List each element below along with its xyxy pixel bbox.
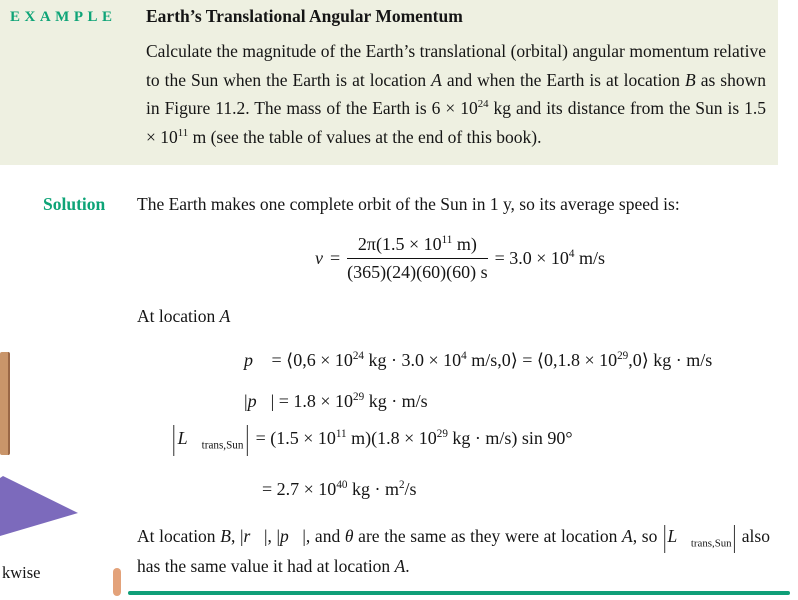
text-run: kg · m — [347, 479, 399, 499]
text-run: ,0⟩ kg · m/s — [628, 350, 713, 370]
var-L-vec: L⃗ — [177, 428, 202, 448]
figure-wood-bar-fragment — [0, 352, 10, 455]
text-run: |, and — [302, 526, 345, 546]
fraction-denominator: (365)(24)(60)(60) s — [347, 261, 488, 282]
at-location-a-heading — [137, 306, 230, 327]
exponent: 40 — [336, 479, 348, 491]
exponent: 4 — [461, 350, 467, 362]
var-r-vec: r⃗ — [243, 526, 264, 546]
fraction-numerator — [347, 234, 487, 259]
text-run: m)(1.8 × 10 — [346, 428, 437, 448]
exponent: 11 — [177, 126, 189, 139]
text-run: and when the Earth is at location — [441, 69, 686, 90]
text-run: | = 1.8 × 10 — [270, 391, 354, 411]
figure-purple-arrowhead-fragment — [0, 474, 82, 540]
var-A: A — [431, 69, 442, 90]
subscript-trans-sun: trans,Sun — [201, 439, 244, 452]
equation-average-speed — [180, 226, 740, 290]
exponent: 29 — [353, 391, 365, 403]
closing-paragraph — [137, 518, 770, 581]
text-run: m/s,0⟩ = ⟨0,1.8 × 10 — [466, 350, 618, 370]
text-run: , so — [632, 526, 663, 546]
text-run: as shown in Figure 11.2. The mass of the Earth is 6 × 10 — [146, 69, 767, 118]
magnitude-bar: | — [244, 391, 248, 411]
text-run: = 2.7 × 10 — [262, 479, 337, 499]
equation-angular-momentum — [170, 418, 573, 457]
var-B: B — [685, 69, 696, 90]
example-title: Earth’s Translational Angular Momentum — [146, 6, 463, 26]
text-run: /s — [404, 479, 417, 499]
text-run: m/s — [574, 247, 606, 268]
exponent: 29 — [617, 350, 629, 362]
text-run: 2π(1.5 × 10 — [357, 233, 442, 254]
magnitude-bar: | — [172, 418, 176, 457]
figure-orange-capsule-fragment — [113, 568, 121, 596]
var-A: A — [394, 556, 406, 576]
figure-clipped-caption: kwise — [2, 563, 41, 582]
text-run: kg · 3.0 × 10 — [364, 350, 462, 370]
text-run: kg · m/s — [364, 391, 428, 411]
solution-intro-text: The Earth makes one complete orbit of the Sun in 1 y, so its average speed is: — [137, 194, 680, 214]
text-run: At location — [137, 526, 221, 546]
exponent: 11 — [335, 428, 347, 440]
magnitude-bar: | — [732, 518, 737, 554]
var-A: A — [622, 526, 633, 546]
equation-momentum-vector — [244, 350, 712, 371]
equation-momentum-magnitude — [244, 391, 428, 412]
text-run: also has the same value it had at location — [137, 526, 770, 576]
exponent: 24 — [352, 350, 364, 362]
text-run: . — [405, 556, 410, 576]
magnitude-bar: | — [663, 518, 667, 554]
text-run: = ⟨0,6 × 10 — [267, 350, 353, 370]
equals-sign: = — [329, 247, 341, 268]
var-L-vec: L⃗ — [667, 526, 691, 546]
text-run: Calculate the magnitude of the Earth’s translational (orbital) angular momentum relative to the Sun when the Earth is at location — [146, 41, 766, 90]
text-run: m (see the table of values at the end of this book). — [188, 126, 542, 147]
text-run: kg and its distance from the Sun is 1.5 × 10 — [146, 98, 766, 147]
var-v: v — [314, 247, 323, 268]
section-divider-rule — [128, 591, 790, 595]
text-run: = 3.0 × 10 — [494, 247, 569, 268]
subscript-trans-sun: trans,Sun — [690, 537, 732, 550]
var-p-vec: p⃗ — [280, 526, 303, 546]
exponent: 29 — [436, 428, 448, 440]
text-run: kg · m/s) sin 90° — [447, 428, 573, 448]
solution-label: Solution — [43, 194, 106, 214]
magnitude-bar: | — [245, 418, 250, 457]
text-run: are the same as they were at location — [353, 526, 623, 546]
equation-result — [495, 248, 605, 269]
text-run: = (1.5 × 10 — [251, 428, 336, 448]
exponent: 2 — [398, 479, 405, 491]
var-theta: θ — [344, 526, 354, 546]
text-run: At location — [137, 306, 220, 326]
var-A: A — [219, 306, 231, 326]
equation-angular-momentum-result — [262, 479, 417, 500]
fraction — [347, 234, 487, 283]
text-run: m) — [452, 233, 477, 254]
var-p-vec: p⃗ — [244, 350, 268, 370]
text-run: |, | — [263, 526, 280, 546]
var-B: B — [220, 526, 231, 546]
example-problem-text — [146, 37, 766, 151]
var-p-vec: p⃗ — [247, 391, 271, 411]
text-run: , | — [230, 526, 244, 546]
exponent: 4 — [568, 247, 575, 260]
exponent: 24 — [477, 98, 489, 111]
exponent: 11 — [441, 233, 453, 246]
example-label: EXAMPLE — [10, 9, 117, 25]
